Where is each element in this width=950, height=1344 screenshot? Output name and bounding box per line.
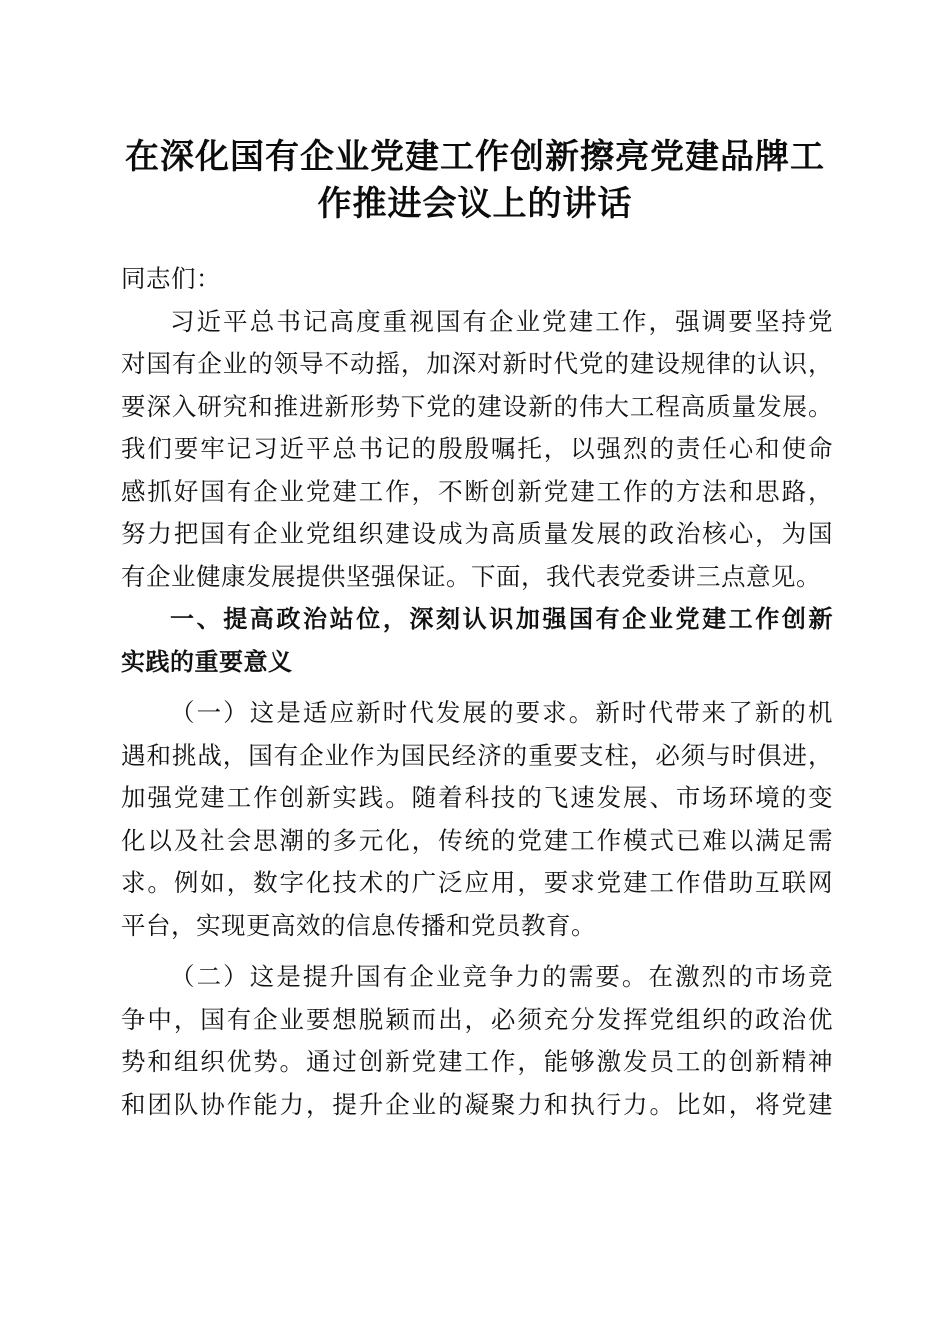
paragraph-line: 争中，国有企业要想脱颖而出，必须充分发挥党组织的政治优	[121, 1004, 833, 1034]
paragraph-line: （二）这是提升国有企业竞争力的需要。在激烈的市场竞	[170, 962, 833, 991]
paragraph-line: （一）这是适应新时代发展的要求。新时代带来了新的机	[170, 698, 833, 727]
title-line-2: 作推进会议上的讲话	[317, 184, 633, 224]
paragraph-line: 平台，实现更高效的信息传播和党员教育。	[121, 910, 596, 940]
paragraph-line: 感抓好国有企业党建工作，不断创新党建工作的方法和思路，	[121, 476, 833, 506]
salutation: 同志们：	[121, 264, 221, 293]
document-body	[121, 258, 833, 1126]
section-heading-line: 一、提高政治站位，深刻认识加强国有企业党建工作创新	[170, 605, 833, 633]
paragraph-line: 要深入研究和推进新形势下党的建设新的伟大工程高质量发展。	[121, 391, 833, 421]
paragraph-line: 习近平总书记高度重视国有企业党建工作，强调要坚持党	[170, 306, 833, 336]
paragraph-line: 和团队协作能力，提升企业的凝聚力和执行力。比如，将党建	[121, 1089, 833, 1119]
paragraph-line: 求。例如，数字化技术的广泛应用，要求党建工作借助互联网	[121, 868, 833, 897]
section-heading-1	[121, 598, 833, 683]
intro-paragraph	[121, 301, 833, 599]
subsection-paragraph-2	[121, 956, 833, 1126]
document-title	[100, 134, 850, 228]
title-line-1: 在深化国有企业党建工作创新擦亮党建品牌工	[125, 137, 825, 177]
paragraph-line: 有企业健康发展提供坚强保证。下面，我代表党委讲三点意见。	[121, 561, 821, 591]
paragraph-line: 化以及社会思潮的多元化，传统的党建工作模式已难以满足需	[121, 825, 833, 855]
paragraph-line: 加强党建工作创新实践。随着科技的飞速发展、市场环境的变	[121, 783, 833, 812]
paragraph-line: 对国有企业的领导不动摇，加深对新时代党的建设规律的认识，	[121, 349, 833, 378]
paragraph-line: 势和组织优势。通过创新党建工作，能够激发员工的创新精神	[121, 1047, 833, 1076]
paragraph-line: 遇和挑战，国有企业作为国民经济的重要支柱，必须与时俱进，	[121, 740, 833, 770]
paragraph-line: 我们要牢记习近平总书记的殷殷嘱托，以强烈的责任心和使命	[121, 434, 833, 463]
subsection-paragraph-1	[121, 692, 833, 947]
section-heading-line: 实践的重要意义	[121, 647, 293, 676]
paragraph-line: 努力把国有企业党组织建设成为高质量发展的政治核心，为国	[121, 519, 833, 548]
